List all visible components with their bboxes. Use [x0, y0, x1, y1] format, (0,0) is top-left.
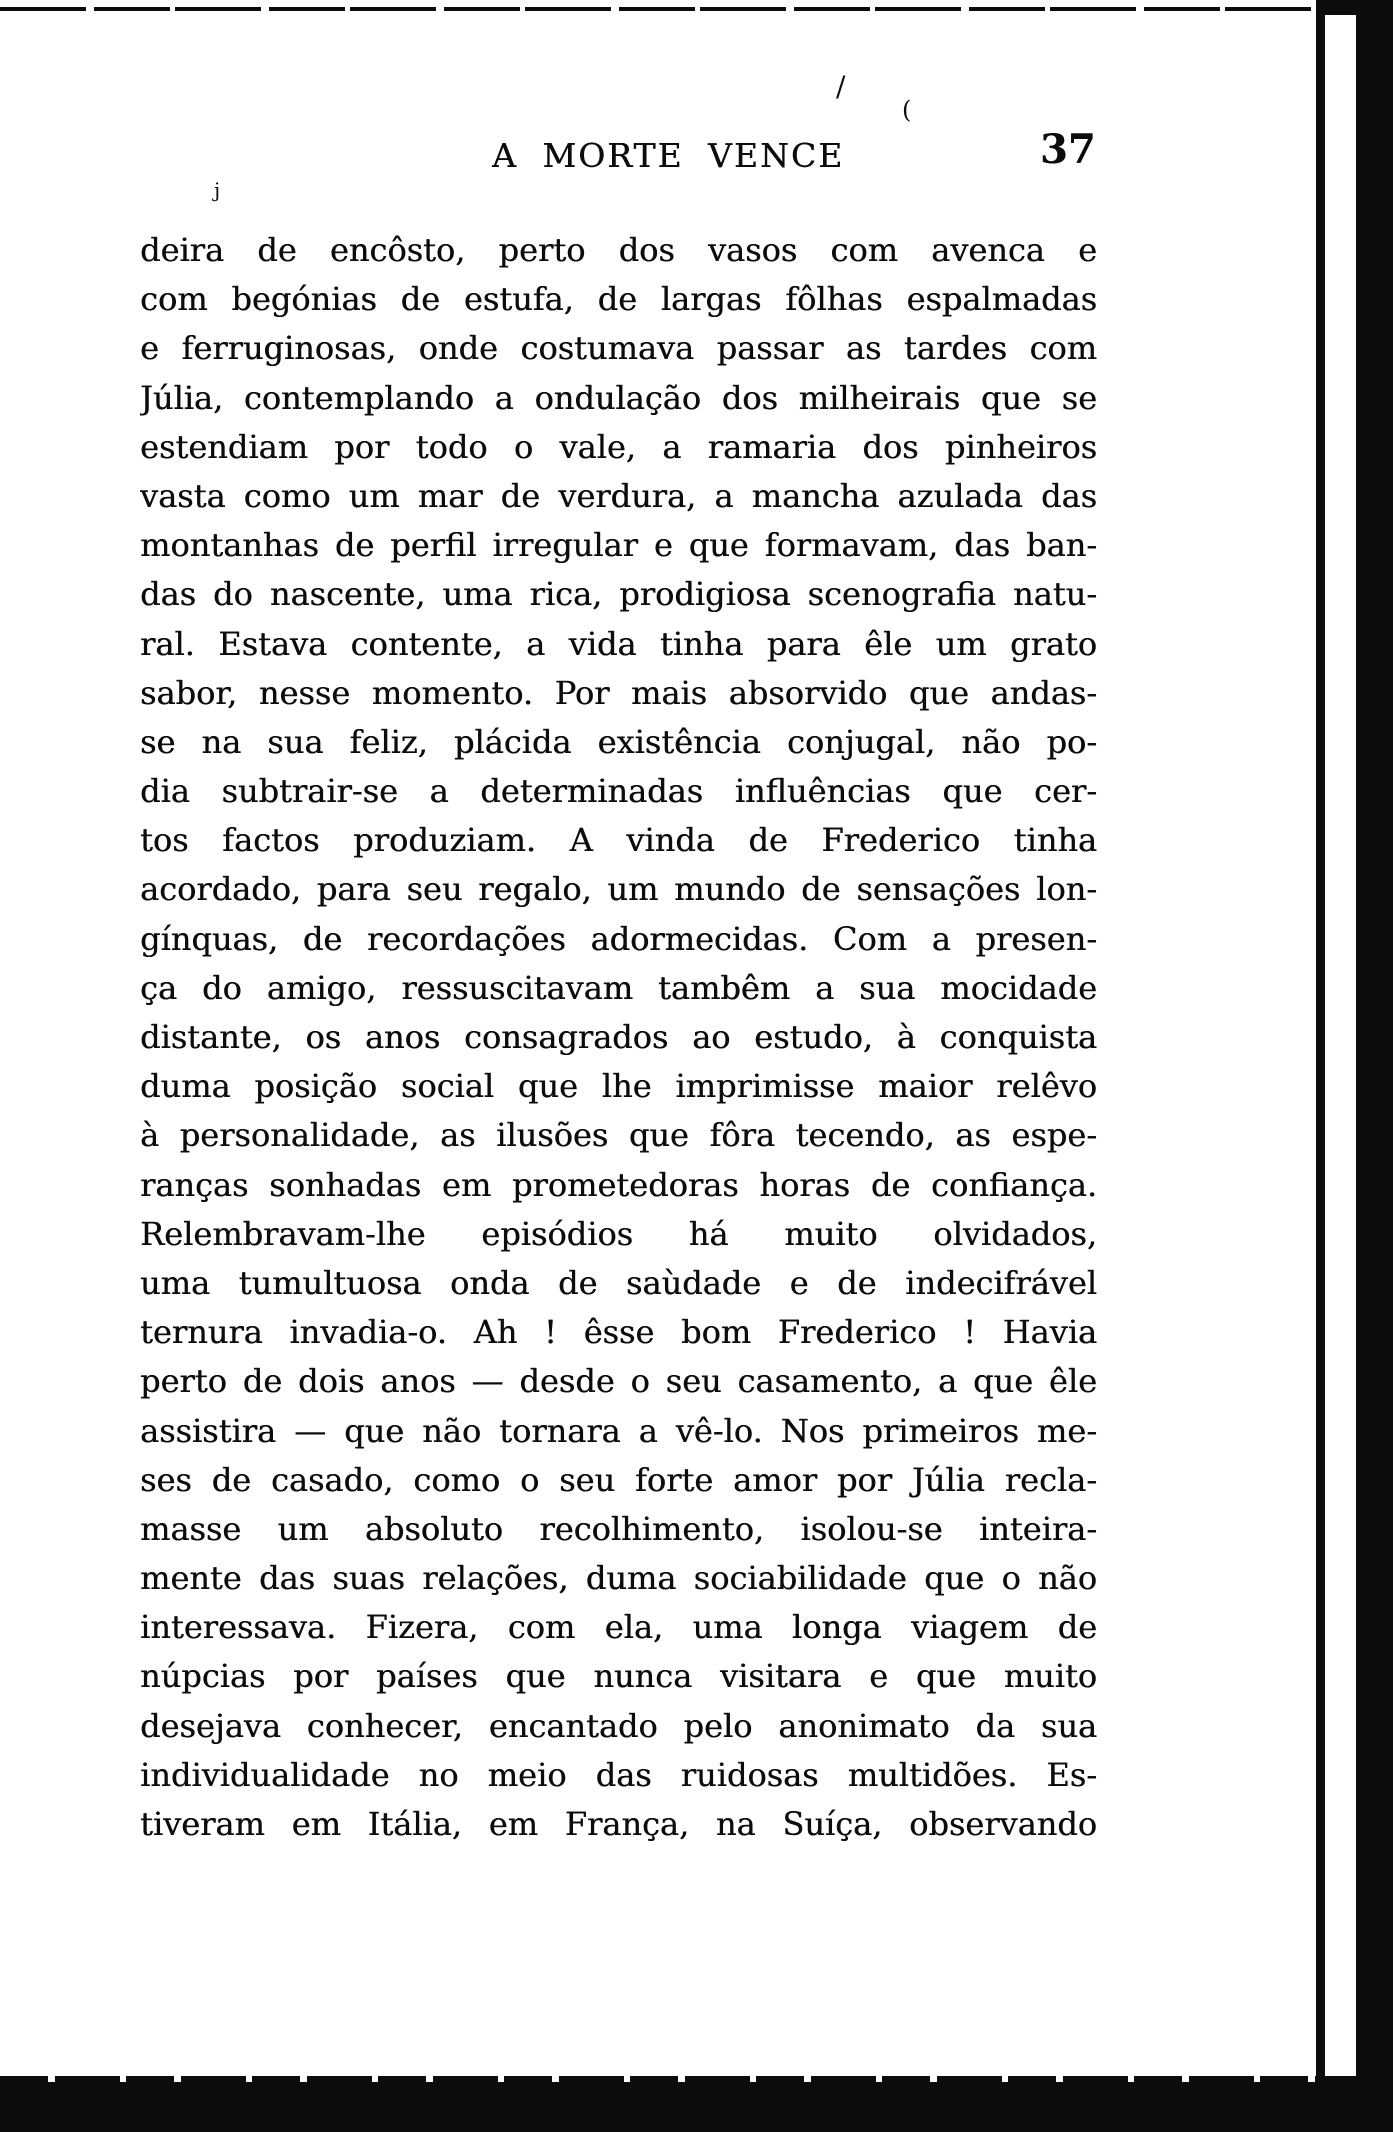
text-line: deira de encôsto, perto dos vasos com avenca e	[140, 231, 1097, 269]
text-line: perto de dois anos — desde o seu casamento, a que êle	[140, 1362, 1097, 1401]
text-line: distante, os anos consagrados ao estudo, à conquista	[140, 1018, 1097, 1056]
text-line: assistira — que não tornara a vê-lo. Nos primeiros me-	[140, 1411, 1097, 1450]
scan-gutter-shadow-band	[1356, 0, 1393, 2132]
text-line: acordado, para seu regalo, um mundo de sensações lon-	[140, 870, 1097, 909]
page-body-text	[140, 226, 1097, 1849]
text-line: dia subtrair-se a determinadas influências que cer-	[140, 772, 1097, 811]
text-line: tiveram em Itália, em França, na Suíça, observando	[140, 1805, 1097, 1843]
text-line: Júlia, contemplando a ondulação dos milheirais que se	[140, 378, 1097, 417]
scan-bottom-edge-band	[0, 2082, 1393, 2132]
text-line: masse um absoluto recolhimento, isolou-se inteira-	[140, 1509, 1097, 1548]
text-line: tos factos produziam. A vinda de Frederico tinha	[140, 821, 1097, 860]
page-number: 37	[1040, 126, 1096, 173]
text-line: individualidade no meio das ruidosas multidões. Es-	[140, 1755, 1097, 1794]
text-line: ça do amigo, ressuscitavam tambêm a sua mocidade	[140, 968, 1097, 1007]
text-line: ral. Estava contente, a vida tinha para êle um grato	[140, 624, 1097, 663]
text-line: mente das suas relações, duma sociabilidade que o não	[140, 1559, 1097, 1598]
scan-speck: /	[836, 70, 846, 103]
text-line: e ferruginosas, onde costumava passar as tardes com	[140, 329, 1097, 368]
text-line: duma posição social que lhe imprimisse maior relêvo	[140, 1067, 1097, 1106]
text-line: sabor, nesse momento. Por mais absorvido que andas-	[140, 673, 1097, 712]
text-line: das do nascente, uma rica, prodigiosa scenografia natu-	[140, 575, 1097, 614]
scan-top-right-corner-block	[1316, 0, 1393, 15]
text-line: ranças sonhadas em prometedoras horas de confiança.	[140, 1165, 1097, 1204]
text-line: vasta como um mar de verdura, a mancha azulada das	[140, 476, 1097, 515]
text-line: ternura invadia-o. Ah ! êsse bom Frederico ! Havia	[140, 1313, 1097, 1352]
text-line: desejava conhecer, encantado pelo anonimato da sua	[140, 1706, 1097, 1745]
text-line: gínquas, de recordações adormecidas. Com a presen-	[140, 919, 1097, 958]
text-line: Relembravam-lhe episódios há muito olvidados,	[140, 1214, 1097, 1253]
text-line: interessava. Fizera, com ela, uma longa viagem de	[140, 1608, 1097, 1647]
text-line: núpcias por países que nunca visitara e que muito	[140, 1657, 1097, 1696]
text-line: se na sua feliz, plácida existência conjugal, não po-	[140, 722, 1097, 761]
text-line: à personalidade, as ilusões que fôra tecendo, as espe-	[140, 1116, 1097, 1155]
text-line: uma tumultuosa onda de saùdade e de indecifrável	[140, 1263, 1097, 1302]
text-line: montanhas de perfil irregular e que formavam, das ban-	[140, 526, 1097, 565]
scan-gutter-line	[1316, 0, 1325, 2132]
book-title-header: A MORTE VENCE	[492, 136, 845, 175]
text-line: ses de casado, como o seu forte amor por Júlia recla-	[140, 1460, 1097, 1499]
text-line: estendiam por todo o vale, a ramaria dos pinheiros	[140, 427, 1097, 466]
scan-speck: j	[214, 178, 221, 202]
scan-top-edge-line	[0, 7, 1334, 11]
scan-speck: (	[902, 96, 912, 124]
text-line: com begónias de estufa, de largas fôlhas espalmadas	[140, 280, 1097, 319]
